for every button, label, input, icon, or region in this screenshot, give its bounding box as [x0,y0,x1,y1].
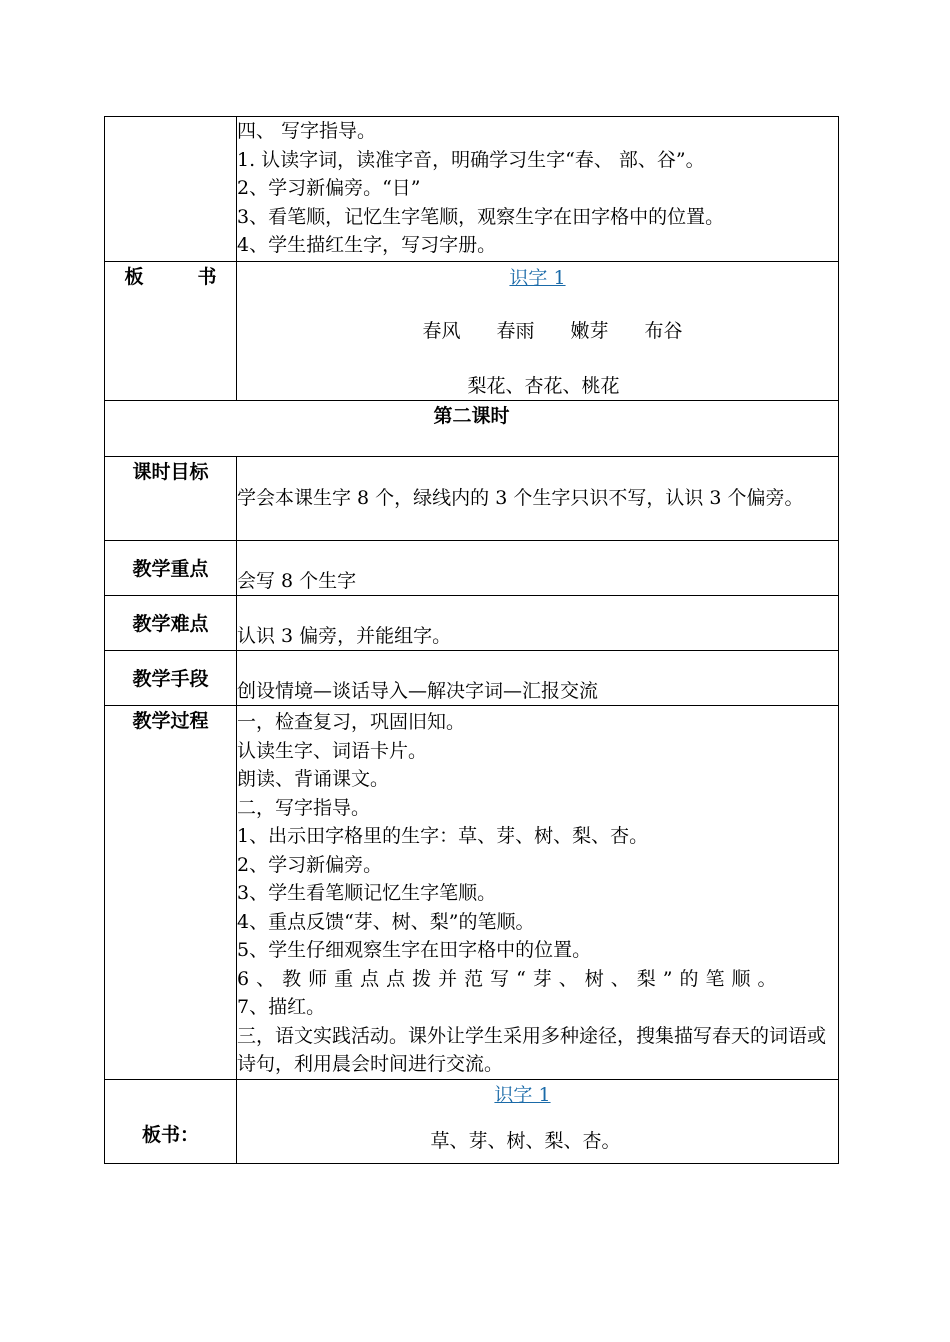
board-content-cell [237,262,839,401]
board-word: 春风 [422,320,461,342]
process-line: 2、学习新偏旁。 [237,853,383,876]
board2-title-link[interactable]: 识字 1 [494,1084,551,1106]
process-line: 6、教师重点点拨并范写“芽、树、梨”的笔顺。 [237,967,784,990]
board-word: 布谷 [644,320,683,342]
process-line: 4、重点反馈“芽、树、梨”的笔顺。 [237,910,535,933]
board-line-2: 梨花、杏花、桃花 [467,375,620,397]
board-row-1 [105,262,839,401]
key-points-row [105,541,839,596]
lesson-plan-table [104,116,839,1164]
process-line: 二，写字指导。 [237,796,371,819]
board-label-cell [105,262,237,401]
process-line: 认读生字、词语卡片。 [237,739,428,762]
key-points-label: 教学重点 [105,541,237,596]
board-word: 嫩芽 [570,320,609,342]
process-cell [237,706,839,1080]
process-row [105,706,839,1080]
objectives-row [105,457,839,541]
key-points-text: 会写 8 个生字 [237,569,357,592]
board-words [237,317,838,345]
process-line: 5、学生仔细观察生字在田字格中的位置。 [237,939,592,961]
lesson2-heading: 第二课时 [433,405,510,427]
board-label-right: 书 [197,266,217,288]
methods-label: 教学手段 [105,651,237,706]
board2-label: 板书： [105,1080,237,1164]
process-line: 7、描红。 [237,996,326,1018]
board-word: 春雨 [496,320,535,342]
board-row-2 [105,1080,839,1164]
objectives-cell [237,457,839,541]
lesson2-heading-cell [105,401,839,457]
process-line: 1、出示田字格里的生字：草、芽、树、梨、杏。 [237,825,649,847]
methods-text: 创设情境—谈话导入—解决字词—汇报交流 [237,679,599,702]
lesson2-heading-row [105,401,839,457]
writing-guidance-line: 2、学习新偏旁。“日” [237,177,421,199]
process-line: 三，语文实践活动。课外让学生采用多种途径，搜集描写春天的词语或诗句，利用晨会时间进行交流。 [237,1024,827,1075]
board-label-left: 板 [124,266,144,288]
writing-guidance-line: 4、学生描红生字，写习字册。 [237,234,497,256]
process-line: 朗读、背诵课文。 [237,768,390,790]
writing-guidance-cell [237,117,839,262]
process-line: 3、学生看笔顺记忆生字笔顺。 [237,882,497,904]
key-points-cell [237,541,839,596]
difficulties-row [105,596,839,651]
board2-content-cell [237,1080,839,1164]
board2-line: 草、芽、树、梨、杏。 [430,1130,621,1152]
writing-guidance-row [105,117,839,262]
writing-guidance-line: 1. 认读字词，读准字音，明确学习生字“春、 部、谷”。 [237,148,705,171]
difficulties-label: 教学难点 [105,596,237,651]
objectives-text: 学会本课生字 8 个，绿线内的 3 个生字只识不写，认识 3 个偏旁。 [237,487,804,510]
difficulties-cell [237,596,839,651]
writing-guidance-line: 3、看笔顺，记忆生字笔顺，观察生字在田字格中的位置。 [237,205,725,228]
methods-row [105,651,839,706]
difficulties-text: 认识 3 偏旁，并能组字。 [237,624,452,647]
methods-cell [237,651,839,706]
writing-guidance-line: 四、 写字指导。 [237,120,377,142]
empty-label-cell [105,117,237,262]
objectives-label: 课时目标 [105,457,237,541]
process-line: 一，检查复习，巩固旧知。 [237,711,466,733]
board-title-link[interactable]: 识字 1 [509,267,566,289]
process-label: 教学过程 [105,706,237,1080]
